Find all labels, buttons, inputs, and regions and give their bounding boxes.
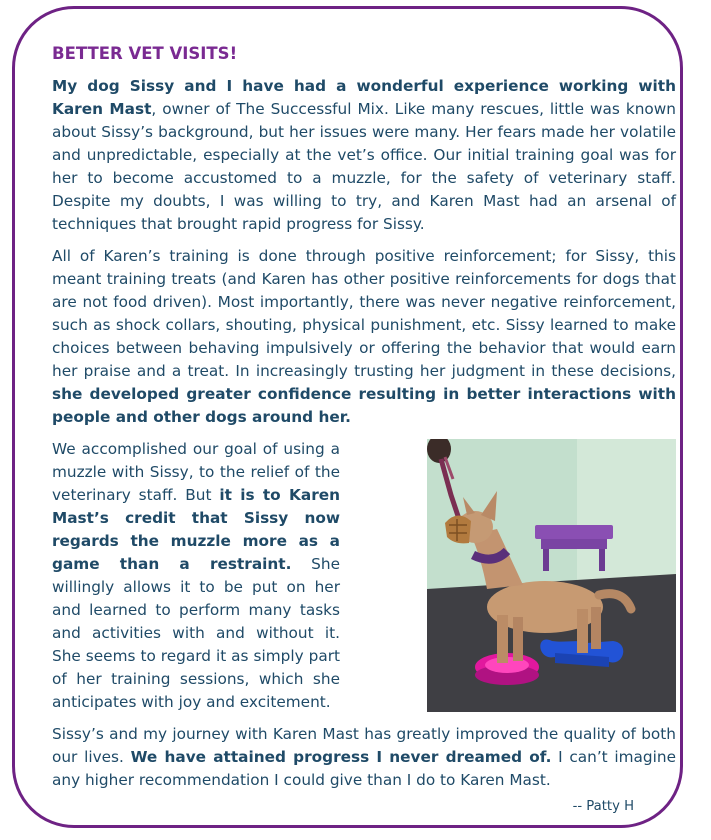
- testimonial-content: [52, 43, 676, 815]
- paragraph-2-bold: she developed greater confidence resulting in better interactions with people and other dogs around her.: [52, 385, 676, 426]
- paragraph-4: [52, 723, 676, 792]
- paragraph-4-bold: We have attained progress I never dreamed of.: [130, 748, 552, 766]
- paragraph-3: [52, 438, 340, 714]
- paragraph-2: [52, 245, 676, 429]
- dog-photo: [427, 439, 676, 712]
- paragraph-1-text: , owner of The Successful Mix. Like many rescues, little was known about Sissy’s background, but her issues were many. Her fears made her volatile and unpredictable, especially at the vet’s office. Our initial training goal was for her to become accustomed to a muzzle, for the safety of veterinary staff. Despite my doubts, I was willing to try, and Karen Mast had an arsenal of techniques that brought rapid progress for Sissy.: [52, 100, 676, 233]
- signature: -- Patty H: [572, 799, 634, 814]
- paragraph-1-bold: My dog Sissy and I have had a wonderful experience working with Karen Mast: [52, 77, 676, 118]
- dog-photo-illustration: [427, 439, 676, 712]
- paragraph-3-text-1: We accomplished our goal of using a muzzle with Sissy, to the relief of the veterinary staff. But: [52, 440, 340, 504]
- page-title: BETTER VET VISITS!: [52, 44, 238, 63]
- paragraph-1: [52, 75, 676, 236]
- paragraph-2-text: All of Karen’s training is done through positive reinforcement; for Sissy, this meant training treats (and Karen has other positive reinforcements for dogs that are not food driven). Most importantly, there was never negative reinforcement, such as shock collars, shouting, physical punishment, etc. Sissy learned to make choices between behaving impulsively or offering the behavior that would earn her praise and a treat. In increasingly trusting her judgment in these decisions,: [52, 247, 676, 380]
- paragraph-4-text-2: I can’t imagine any higher recommendation I could give than I do to Karen Mast.: [52, 748, 676, 789]
- paragraph-4-text-1: Sissy’s and my journey with Karen Mast has greatly improved the quality of both our lives.: [52, 725, 676, 766]
- paragraph-3-text-2: She willingly allows it to be put on her and learned to perform many tasks and activities with and without it. She seems to regard it as simply part of her training sessions, which she anticipates with joy and excitement.: [52, 555, 340, 711]
- paragraph-3-bold: it is to Karen Mast’s credit that Sissy now regards the muzzle more as a game than a restraint.: [52, 486, 340, 573]
- paragraph-3-row: [52, 438, 676, 714]
